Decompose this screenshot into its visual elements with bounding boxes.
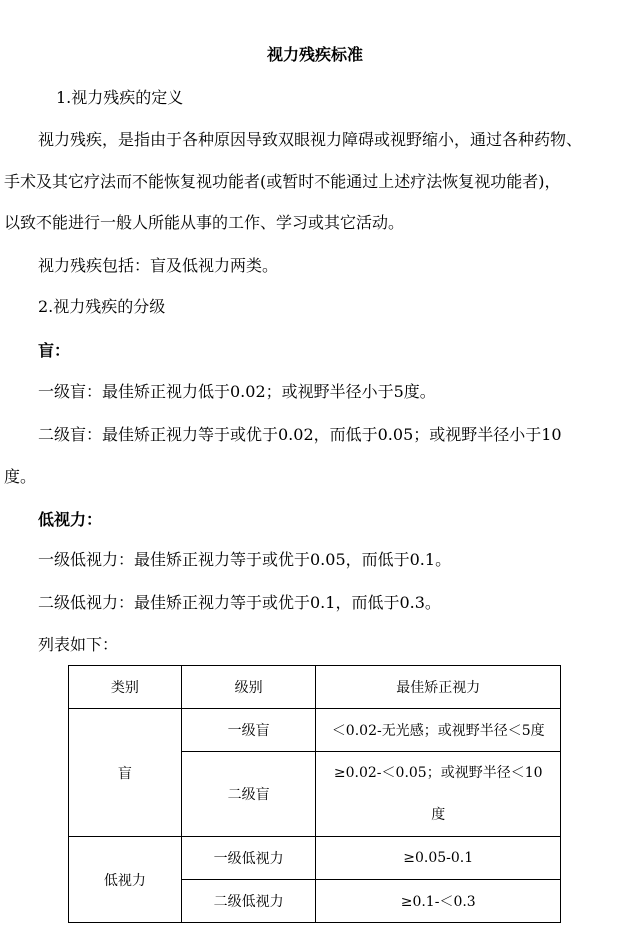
table-row <box>69 837 561 880</box>
definition-paragraph-line1: 视力残疾，是指由于各种原因导致双眼视力障碍或视野缩小，通过各种药物、 <box>38 130 583 149</box>
vision-low-1: ≥0.05-0.1 <box>316 837 561 880</box>
blind-heading: 盲： <box>38 341 71 360</box>
categories-paragraph: 视力残疾包括：盲及低视力两类。 <box>38 256 279 275</box>
low-vision-grade2-text: 二级低视力：最佳矫正视力等于或优于0.1，而低于0.3。 <box>38 593 441 612</box>
vision-blind-2-line1: ≥0.02-＜0.05；或视野半径＜10 <box>333 765 543 781</box>
level-blind-1: 一级盲 <box>181 709 316 752</box>
blind-grade1-text: 一级盲：最佳矫正视力低于0.02；或视野半径小于5度。 <box>38 382 436 401</box>
header-category: 类别 <box>69 666 182 709</box>
header-vision: 最佳矫正视力 <box>316 666 561 709</box>
vision-blind-1: ＜0.02-无光感；或视野半径＜5度 <box>316 709 561 752</box>
table-header-row <box>69 666 561 709</box>
category-low-vision: 低视力 <box>69 837 182 923</box>
table-intro: 列表如下： <box>38 635 119 654</box>
definition-paragraph-line2: 手术及其它疗法而不能恢复视功能者(或暂时不能通过上述疗法恢复视功能者)， <box>4 172 561 191</box>
low-vision-grade1-text: 一级低视力：最佳矫正视力等于或优于0.05，而低于0.1。 <box>38 550 452 569</box>
level-blind-2: 二级盲 <box>181 752 316 837</box>
blind-grade2-text-line1: 二级盲：最佳矫正视力等于或优于0.02，而低于0.05；或视野半径小于10 <box>38 425 562 444</box>
vision-low-2: ≥0.1-＜0.3 <box>316 880 561 923</box>
level-low-1: 一级低视力 <box>181 837 316 880</box>
low-vision-heading: 低视力： <box>38 510 103 529</box>
definition-paragraph-line3: 以致不能进行一般人所能从事的工作、学习或其它活动。 <box>4 213 405 232</box>
section2-heading: 2.视力残疾的分级 <box>38 297 166 316</box>
vision-blind-2-line2: 度 <box>431 807 446 823</box>
section1-heading: 1.视力残疾的定义 <box>56 88 184 107</box>
blind-grade2-text-line2: 度。 <box>4 467 37 486</box>
grade-table <box>68 665 561 923</box>
table-row <box>69 709 561 752</box>
category-blind: 盲 <box>69 709 182 837</box>
level-low-2: 二级低视力 <box>181 880 316 923</box>
vision-blind-2 <box>316 752 561 837</box>
document-title: 视力残疾标准 <box>266 45 363 64</box>
header-level: 级别 <box>181 666 316 709</box>
